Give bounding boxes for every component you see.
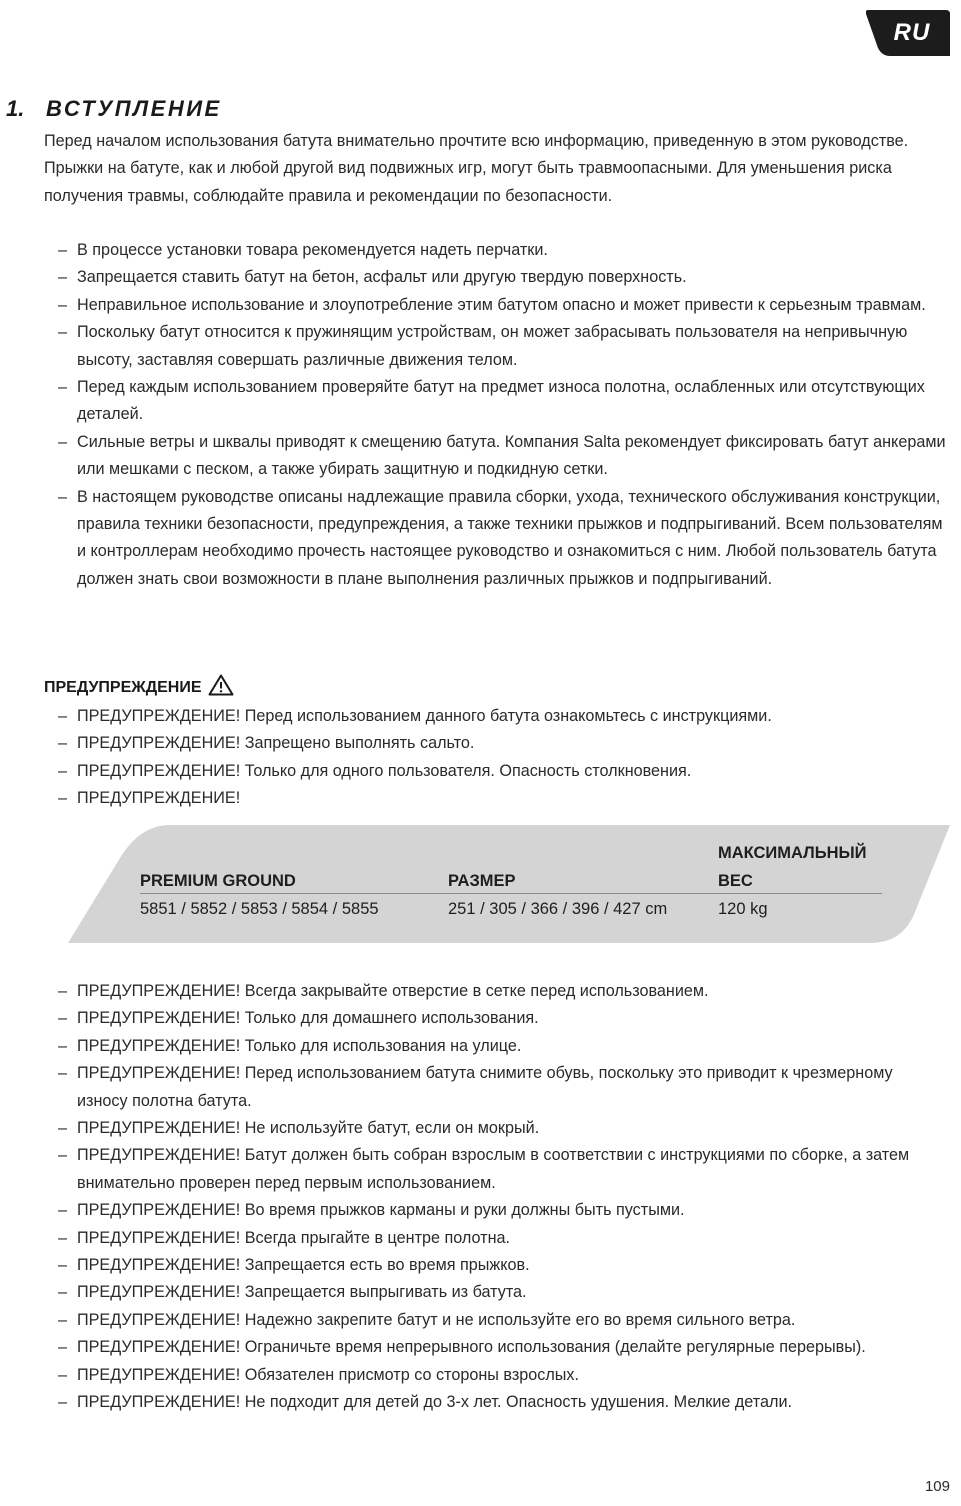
warning-item: – ПРЕДУПРЕЖДЕНИЕ! Запрещено выполнять сальто. [58,730,918,757]
warning-item: – ПРЕДУПРЕЖДЕНИЕ! [58,785,918,812]
spec-header-weight-line1: МАКСИМАЛЬНЫЙ [718,844,867,862]
spec-cell-weight: 120 kg [718,900,768,918]
warning-item: – ПРЕДУПРЕЖДЕНИЕ! Ограничьте время непрерывного использования (делайте регулярные перерывы). [58,1334,946,1361]
warning-list-bottom [58,978,946,1417]
list-item: – Запрещается ставить батут на бетон, асфальт или другую твердую поверхность. [58,264,954,291]
language-badge [866,10,950,56]
warning-item: – ПРЕДУПРЕЖДЕНИЕ! Запрещается есть во время прыжков. [58,1252,946,1279]
warning-item: – ПРЕДУПРЕЖДЕНИЕ! Перед использованием данного батута ознакомьтесь с инструкциями. [58,703,918,730]
list-item: – В настоящем руководстве описаны надлежащие правила сборки, ухода, технического обслуживания конструкции, правила техники безопасности, предупреждения, а также техники прыжков и подпрыгиваний. Всем пользователям и контроллерам необходимо прочесть настоящее руководство и ознакомиться с ним. Любой пользователь батута должен знать свои возможности в плане выполнения различных прыжков и подпрыгиваний. [58,484,954,594]
intro-list [58,237,954,593]
warning-list-top [58,703,918,813]
language-badge-label: RU [893,19,931,46]
warning-item: – ПРЕДУПРЕЖДЕНИЕ! Перед использованием батута снимите обувь, поскольку это приводит к чрезмерному износу полотна батута. [58,1060,946,1115]
warning-item: – ПРЕДУПРЕЖДЕНИЕ! Батут должен быть собран взрослым в соответствии с инструкциями по сборке, а затем внимательно проверен перед первым использованием. [58,1142,946,1197]
spec-cell-size: 251 / 305 / 366 / 396 / 427 cm [448,900,668,918]
warning-item: – ПРЕДУПРЕЖДЕНИЕ! Только для домашнего использования. [58,1005,946,1032]
intro-paragraph: Перед началом использования батута внимательно прочтите всю информацию, приведенную в этом руководстве. Прыжки на батуте, как и любой другой вид подвижных игр, могут быть травмоопасными. Для уменьшения риска получения травмы, соблюдайте правила и рекомендации по безопасности. [44,132,909,205]
warning-item: – ПРЕДУПРЕЖДЕНИЕ! Не используйте батут, если он мокрый. [58,1115,946,1142]
spec-header-size: РАЗМЕР [448,872,516,890]
section-number: 1. [6,96,25,121]
warning-item: – ПРЕДУПРЕЖДЕНИЕ! Во время прыжков карманы и руки должны быть пустыми. [58,1197,946,1224]
warning-heading-text: ПРЕДУПРЕЖДЕНИЕ [44,679,202,696]
section-title-text: ВСТУПЛЕНИЕ [46,96,222,121]
warning-item: – ПРЕДУПРЕЖДЕНИЕ! Всегда прыгайте в центре полотна. [58,1225,946,1252]
spec-header-model: PREMIUM GROUND [140,872,296,890]
warning-triangle-icon [208,674,234,696]
warning-item: – ПРЕДУПРЕЖДЕНИЕ! Только для использования на улице. [58,1033,946,1060]
spec-header-weight-line2: ВЕС [718,872,753,890]
warning-item: – ПРЕДУПРЕЖДЕНИЕ! Запрещается выпрыгивать из батута. [58,1279,946,1306]
warning-heading [44,674,234,702]
list-item: – Перед каждым использованием проверяйте батут на предмет износа полотна, ослабленных или отсутствующих деталей. [58,374,954,429]
spec-cell-model: 5851 / 5852 / 5853 / 5854 / 5855 [140,900,379,918]
warning-item: – ПРЕДУПРЕЖДЕНИЕ! Только для одного пользователя. Опасность столкновения. [58,758,918,785]
list-item: – Неправильное использование и злоупотребление этим батутом опасно и может привести к серьезным травмам. [58,292,954,319]
page-number: 109 [924,1478,950,1495]
list-item: – Сильные ветры и шквалы приводят к смещению батута. Компания Salta рекомендует фиксировать батут анкерами или мешками с песком, а также убирать защитную и подкидную сетки. [58,429,954,484]
spec-divider [140,893,882,894]
warning-item: – ПРЕДУПРЕЖДЕНИЕ! Обязателен присмотр со стороны взрослых. [58,1362,946,1389]
list-item: – В процессе установки товара рекомендуется надеть перчатки. [58,237,954,264]
warning-item: – ПРЕДУПРЕЖДЕНИЕ! Всегда закрывайте отверстие в сетке перед использованием. [58,978,946,1005]
warning-item: – ПРЕДУПРЕЖДЕНИЕ! Надежно закрепите батут и не используйте его во время сильного ветра. [58,1307,946,1334]
section-title [6,96,222,122]
list-item: – Поскольку батут относится к пружинящим устройствам, он может забрасывать пользователя на непривычную высоту, заставляя совершать различные движения телом. [58,319,954,374]
warning-item: – ПРЕДУПРЕЖДЕНИЕ! Не подходит для детей до 3-х лет. Опасность удушения. Мелкие детали. [58,1389,946,1416]
